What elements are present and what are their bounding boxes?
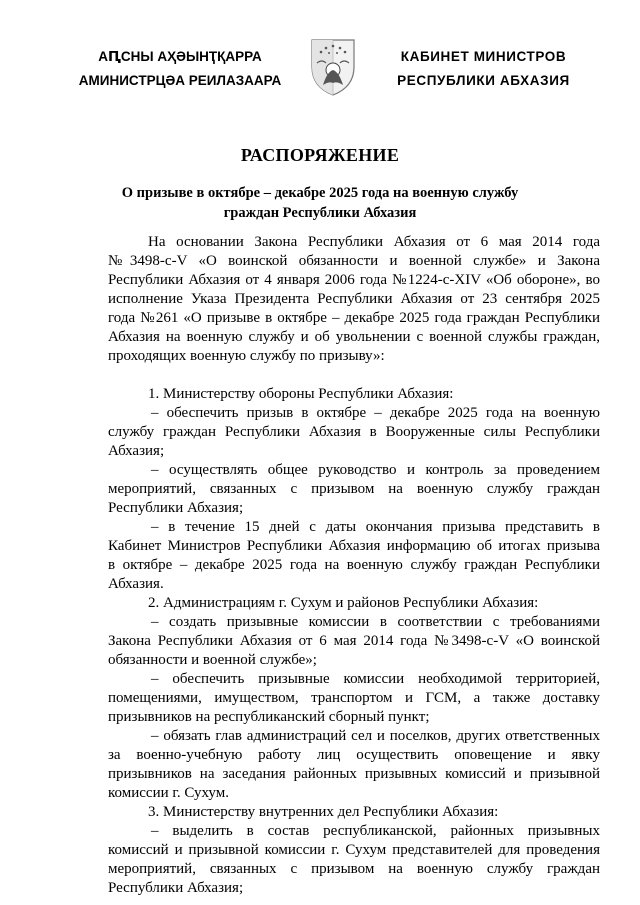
item-line: Кабинет Министров Республики Абхазия информацию об итогах призыва [108,538,600,554]
item-heading: 1. Министерству обороны Республики Абхазия: [148,386,454,402]
item-line: призывников на заседания районных призывных комиссий и призывной [108,766,600,782]
item-line: Абхазия. [108,576,164,592]
item-line: – выделить в состав республиканской, районных призывных [151,823,600,839]
header-russian-line: КАБИНЕТ МИНИСТРОВ [400,49,567,64]
item-line: помещениями, имуществом, транспортом и ГСМ, а также доставку [108,690,600,706]
item-line: мероприятий, связанных с призывом на военную службу граждан [108,481,600,497]
item-line: – осуществлять общее руководство и контроль за проведением [151,462,600,478]
preamble-line: исполнение Указа Президента Республики Абхазия от 23 сентября 2025 [108,291,600,307]
preamble-line: Республики Абхазия от 4 января 2006 года №1224-с-XIV «Об обороне», во [108,272,600,288]
preamble-line: Абхазия на военную службу и об увольнении с военной службы граждан, [108,329,600,345]
item-heading: 2. Администрациям г. Сухум и районов Республики Абхазия: [148,595,539,611]
document-body [108,233,600,898]
document-subject [70,183,570,223]
preamble-line: На основании Закона Республики Абхазия от 6 мая 2014 года [148,234,600,250]
preamble-line: года №261 «О призыве в октябре – декабре 2025 года граждан Республики [108,310,600,326]
item-line: – создать призывные комиссии в соответствии с требованиями [151,614,600,630]
item-line: за военно-учебную работу лиц осуществить оповещение и явку [108,747,600,763]
item-line: – в течение 15 дней с даты окончания призыва представить в [151,519,600,535]
item-line: службу граждан Республики Абхазия в Вооруженные силы Республики [108,424,600,440]
paragraph-gap [108,366,600,385]
item-line: Республики Абхазия; [108,880,244,896]
item-line: мероприятий, связанных с призывом на военную службу граждан [108,861,600,877]
header-russian [376,45,591,93]
item-line: – обеспечить призывные комиссии необходимой территорией, [151,671,600,687]
item-heading: 3. Министерству внутренних дел Республики Абхазия: [148,804,499,820]
preamble-line: проходящих военную службу по призыву»: [108,348,385,364]
coat-of-arms-emblem [309,37,357,97]
document-title: РАСПОРЯЖЕНИЕ [240,145,400,165]
header-abkhaz-line: АМИНИСТРЦӘА РЕИЛАЗААРА [78,73,282,88]
item-line: комиссии г. Сухум. [108,785,229,801]
subject-line: граждан Республики Абхазия [223,205,417,221]
header-abkhaz-line: АԤСНЫ АҲӘЫНҬҚАРРА [98,49,262,64]
item-line: призывников на республиканский сборный пункт; [108,709,430,725]
preamble-line: №3498-с-V «О воинской обязанности и военной службе» и Закона [108,253,600,269]
item-line: обязанности и военной службе»; [108,652,317,668]
subject-line: О призыве в октябре – декабре 2025 года на военную службу [121,185,519,201]
header-russian-line: РЕСПУБЛИКИ АБХАЗИЯ [397,73,570,88]
item-line: – обеспечить призыв в октябре – декабре 2025 года на военную [151,405,600,421]
item-line: Абхазия; [108,443,165,459]
item-line: – обязать глав администраций сел и поселков, других ответственных [151,728,600,744]
item-line: Закона Республики Абхазия от 6 мая 2014 года №3498-с-V «О воинской [108,633,600,649]
header-abkhaz [55,45,305,93]
item-line: комиссий и призывной комиссии г. Сухум представителей для проведения [108,842,600,858]
item-line: в октябре – декабре 2025 года на военную службу граждан Республики [108,557,600,573]
item-line: Республики Абхазия; [108,500,244,516]
